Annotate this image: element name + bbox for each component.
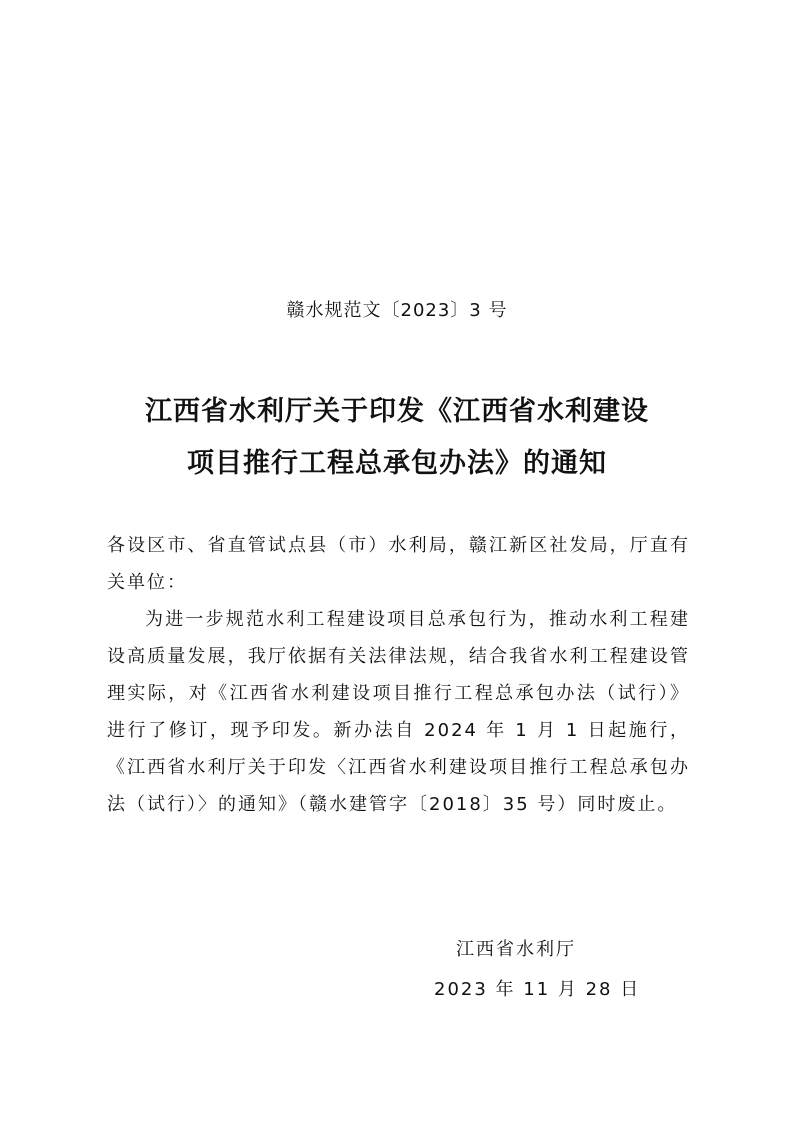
title-line-2: 项目推行工程总承包办法》的通知 — [187, 448, 607, 479]
document-body — [107, 527, 690, 823]
title-line-1: 江西省水利厅关于印发《江西省水利建设 — [145, 396, 649, 427]
document-number: 赣水规范文〔2023〕3 号 — [286, 300, 508, 321]
document-title — [60, 386, 734, 490]
main-paragraph: 为进一步规范水利工程建设项目总承包行为，推动水利工程建设高质量发展，我厅依据有关法律法规，结合我省水利工程建设管理实际，对《江西省水利建设项目推行工程总承包办法（试行）》进行了修订，现予印发。新办法自 2024 年 1 月 1 日起施行，《江西省水利厅关于印发〈江西省水利建设项目推行工程总承包办法（试行）〉的通知》（赣水建管字〔2018〕35 号）同时废止。 — [107, 609, 690, 815]
signature-block — [360, 930, 690, 1010]
issuer-name: 江西省水利厅 — [456, 939, 576, 960]
salutation: 各设区市、省直管试点县（市）水利局，赣江新区社发局，厅直有关单位： — [107, 535, 690, 593]
issue-date: 2023 年 11 月 28 日 — [434, 979, 641, 1000]
